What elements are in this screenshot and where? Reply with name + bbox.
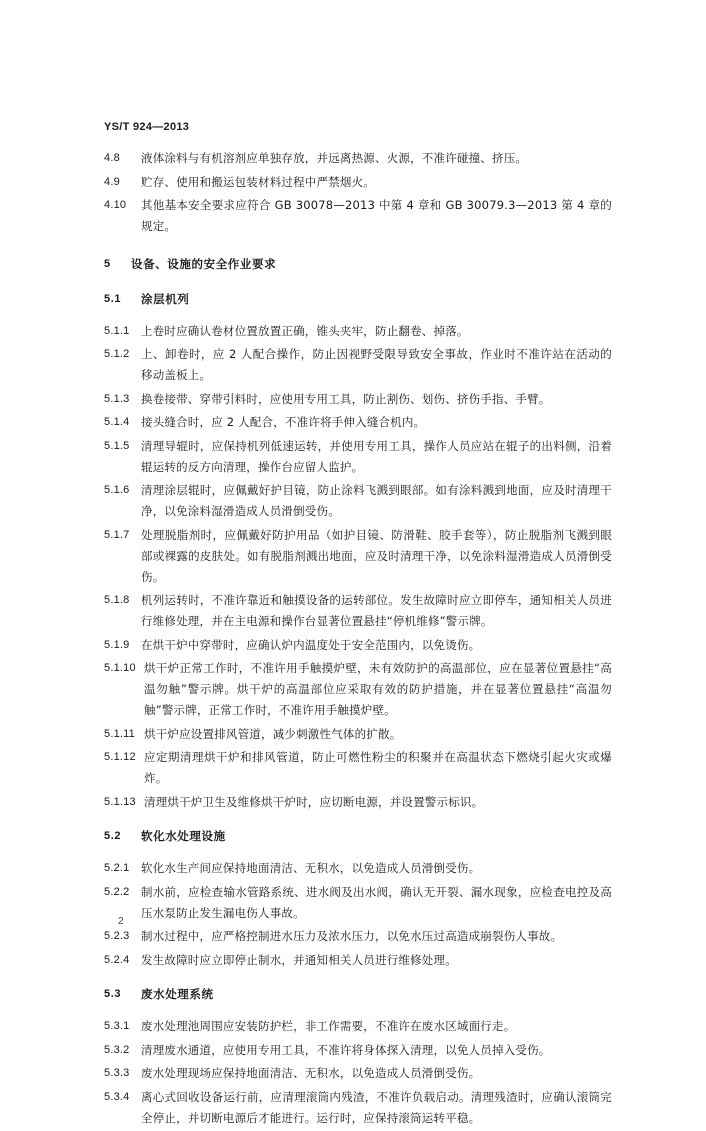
section-5-2-heading bbox=[104, 826, 612, 847]
clause-number: 5.1.10 bbox=[104, 662, 136, 674]
clause-5-2-3 bbox=[104, 926, 612, 947]
clause-number: 5.1.2 bbox=[104, 348, 130, 360]
section-title: 涂层机列 bbox=[141, 291, 190, 306]
doc-code: YS/T 924—2013 bbox=[104, 121, 190, 133]
clause-text: 换卷接带、穿带引料时，应使用专用工具，防止割伤、划伤、挤伤手指、手臂。 bbox=[141, 391, 551, 406]
clause-5-1-5 bbox=[104, 436, 612, 478]
clause-number: 5.1.9 bbox=[104, 638, 130, 651]
clause-5-1-10 bbox=[104, 658, 612, 721]
clause-number: 5.1.6 bbox=[104, 484, 130, 496]
clause-number: 5.1.13 bbox=[104, 795, 136, 808]
clause-text: 清理废水通道，应使用专用工具，不准许将身体探入清理，以免人员掉入受伤。 bbox=[141, 1042, 551, 1057]
section-title: 设备、设施的安全作业要求 bbox=[131, 256, 277, 271]
clause-number: 5.2.1 bbox=[104, 862, 130, 874]
clause-number: 4.10 bbox=[104, 199, 127, 211]
clause-number: 5.2.2 bbox=[104, 885, 130, 898]
clause-5-3-3 bbox=[104, 1063, 612, 1084]
clause-number: 5.3.4 bbox=[104, 1090, 130, 1103]
clause-5-1-12 bbox=[104, 747, 612, 789]
section-number: 5.1 bbox=[104, 292, 122, 305]
clause-number: 5.1.8 bbox=[104, 594, 130, 606]
clause-text: 发生故障时应立即停止制水，并通知相关人员进行维修处理。 bbox=[141, 952, 457, 967]
section-5-heading bbox=[104, 254, 612, 275]
section-5-3-heading bbox=[104, 984, 612, 1005]
clause-number: 5.1.7 bbox=[104, 528, 130, 541]
clause-text: 应定期清理烘干炉和排风管道，防止可燃性粉尘的积聚并在高温状态下燃烧引起火灾或爆炸。 bbox=[144, 750, 612, 785]
clause-text: 贮存、使用和搬运包装材料过程中严禁烟火。 bbox=[141, 174, 375, 189]
clause-text: 清理烘干炉卫生及维修烘干炉时，应切断电源，并设置警示标识。 bbox=[144, 794, 484, 809]
clause-4-9 bbox=[104, 172, 612, 193]
clause-number: 5.1.4 bbox=[104, 416, 130, 428]
clause-text: 清理涂层辊时，应佩戴好护目镜，防止涂料飞溅到眼部。如有涂料溅到地面，应及时清理干净，以免涂料湿滑造成人员滑倒受伤。 bbox=[141, 483, 612, 518]
clause-text: 机列运转时，不准许靠近和触摸设备的运转部位。发生故障时应立即停车，通知相关人员进行维修处理，并在主电源和操作台显著位置悬挂“停机维修”警示牌。 bbox=[141, 593, 612, 628]
clause-number: 5.1.3 bbox=[104, 392, 130, 405]
clause-number: 5.2.3 bbox=[104, 930, 130, 942]
clause-5-3-4 bbox=[104, 1087, 612, 1129]
clause-5-2-4 bbox=[104, 950, 612, 971]
clause-text: 制水过程中，应严格控制进水压力及浓水压力，以免水压过高造成崩裂伤人事故。 bbox=[141, 929, 563, 943]
clause-5-1-11 bbox=[104, 724, 612, 745]
clause-text: 废水处理池周围应安装防护栏，非工作需要，不准许在废水区域面行走。 bbox=[141, 1019, 516, 1033]
clause-number: 5.3.3 bbox=[104, 1067, 130, 1079]
clause-5-1-4 bbox=[104, 412, 612, 433]
clause-5-1-3 bbox=[104, 389, 612, 410]
page-number: 2 bbox=[118, 916, 124, 927]
clause-text: 液体涂料与有机溶剂应单独存放，并远离热源、火源，不准许碰撞、挤压。 bbox=[141, 151, 528, 165]
clause-text: 软化水生产间应保持地面清洁、无积水，以免造成人员滑倒受伤。 bbox=[141, 861, 481, 875]
clause-text: 清理导辊时，应保持机列低速运转，并使用专用工具，操作人员应站在辊子的出料侧，沿着辊运转的反方向清理，操作台应留人监护。 bbox=[141, 438, 612, 474]
clause-4-10 bbox=[104, 195, 612, 237]
clause-number: 5.1.11 bbox=[104, 727, 135, 740]
section-title: 软化水处理设施 bbox=[141, 829, 226, 843]
clause-text: 接头缝合时，应 2 人配合，不准许将手伸入缝合机内。 bbox=[141, 415, 426, 429]
clause-number: 5.1.5 bbox=[104, 439, 130, 452]
clause-5-1-1 bbox=[104, 321, 612, 342]
clause-5-1-13 bbox=[104, 792, 612, 813]
section-number: 5 bbox=[104, 257, 111, 270]
section-number: 5.3 bbox=[104, 988, 122, 1000]
clause-number: 5.1.1 bbox=[104, 324, 130, 337]
clause-5-3-1 bbox=[104, 1016, 612, 1037]
clause-5-1-2 bbox=[104, 344, 612, 386]
clause-5-1-9 bbox=[104, 635, 612, 656]
clause-number: 5.3.2 bbox=[104, 1043, 130, 1056]
section-title: 废水处理系统 bbox=[141, 987, 214, 1001]
clause-text: 其他基本安全要求应符合 GB 30078—2013 中第 4 章和 GB 30079.3—2013 第 4 章的规定。 bbox=[141, 198, 612, 233]
clause-text: 烘干炉正常工作时，不准许用手触摸炉壁，未有效防护的高温部位，应在显著位置悬挂“高温勿触”警示牌。烘干炉的高温部位应采取有效的防护措施，并在显著位置悬挂“高温勿触”警示牌，正常工作时，不准许用手触摸炉壁。 bbox=[144, 661, 612, 717]
clause-5-2-1 bbox=[104, 858, 612, 879]
clause-text: 离心式回收设备运行前，应清理滚筒内残渣，不准许负载启动。清理残渣时，应确认滚筒完全停止，并切断电源后才能进行。运行时，应保持滚筒运转平稳。 bbox=[141, 1089, 612, 1125]
clause-number: 4.8 bbox=[104, 152, 120, 164]
clause-5-1-7 bbox=[104, 525, 612, 588]
clause-5-3-2 bbox=[104, 1040, 612, 1061]
clause-number: 5.2.4 bbox=[104, 953, 130, 966]
clause-number: 4.9 bbox=[104, 175, 120, 188]
section-number: 5.2 bbox=[104, 830, 122, 842]
clause-text: 废水处理现场应保持地面清洁、无积水，以免造成人员滑倒受伤。 bbox=[141, 1066, 481, 1080]
clause-text: 上卷时应确认卷材位置放置正确，锥头夹牢，防止翻卷、掉落。 bbox=[141, 323, 469, 338]
clause-number: 5.3.1 bbox=[104, 1020, 130, 1032]
clause-5-1-8 bbox=[104, 590, 612, 632]
clause-text: 制水前，应检查输水管路系统、进水阀及出水阀，确认无开裂、漏水现象，应检查电控及高压水泵防止发生漏电伤人事故。 bbox=[141, 884, 612, 920]
clause-4-8 bbox=[104, 148, 612, 169]
body-text bbox=[104, 148, 612, 1131]
clause-text: 上、卸卷时，应 2 人配合操作，防止因视野受限导致安全事故，作业时不准许站在活动的移动盖板上。 bbox=[141, 347, 612, 382]
clause-text: 烘干炉应设置排风管道，减少刺激性气体的扩散。 bbox=[144, 726, 402, 741]
section-5-1-heading bbox=[104, 289, 612, 310]
clause-text: 在烘干炉中穿带时，应确认炉内温度处于安全范围内，以免烫伤。 bbox=[141, 637, 481, 652]
clause-5-2-2 bbox=[104, 882, 612, 924]
clause-text: 处理脱脂剂时，应佩戴好防护用品（如护目镜、防滑鞋、胶手套等），防止脱脂剂飞溅到眼部或裸露的皮肤处。如有脱脂剂溅出地面，应及时清理干净，以免涂料湿滑造成人员滑倒受伤。 bbox=[141, 527, 612, 584]
clause-5-1-6 bbox=[104, 480, 612, 522]
clause-number: 5.1.12 bbox=[104, 751, 136, 763]
